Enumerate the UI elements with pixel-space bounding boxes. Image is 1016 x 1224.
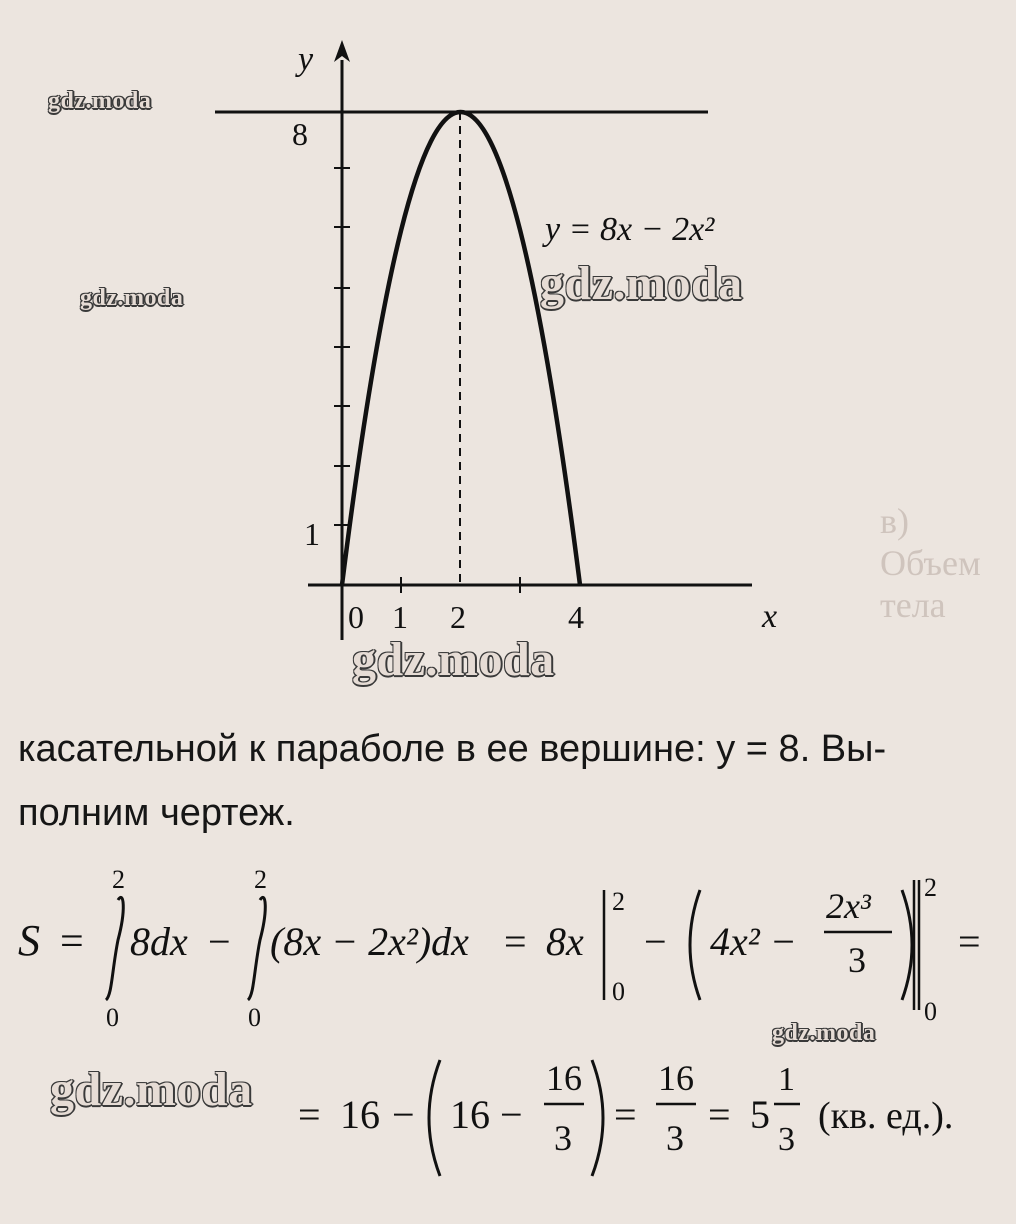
formula-eq-1: = xyxy=(60,919,84,965)
eval2-upper: 2 xyxy=(924,873,937,902)
curve-label: y = 8x − 2x² xyxy=(545,211,715,248)
formula-eq-3: = xyxy=(958,919,981,964)
line2-paren-right xyxy=(592,1060,603,1176)
formula-term1: 8dx xyxy=(130,919,188,964)
line2-value: 16 xyxy=(340,1092,380,1137)
text-line-1: касательной к параболе в ее вершине: y = 8. Вы- xyxy=(18,728,887,770)
watermark-top-left: gdz.moda xyxy=(48,88,152,114)
big-paren-left xyxy=(690,890,700,1000)
watermark-graph: gdz.moda xyxy=(540,257,743,310)
integral-2 xyxy=(248,897,265,1000)
text-line-2: полним чертеж. xyxy=(18,792,295,834)
watermark-bottom-left: gdz.moda xyxy=(50,1063,253,1116)
mixed-whole: 5 xyxy=(750,1092,770,1137)
eval1-upper: 2 xyxy=(612,887,625,916)
frac-denominator: 3 xyxy=(848,940,866,980)
line2-eq: = xyxy=(298,1092,321,1137)
formula-term2: (8x − 2x²)dx xyxy=(270,919,469,964)
line2-inner: 16 − xyxy=(450,1092,523,1137)
eval2-lower: 0 xyxy=(924,997,937,1026)
formula-minus-1: − xyxy=(208,919,231,964)
line2-eq-3: = xyxy=(708,1092,731,1137)
y-axis-label: y xyxy=(298,41,314,78)
line2-frac-num: 16 xyxy=(546,1058,582,1098)
line2-eq-2: = xyxy=(614,1092,637,1137)
background-bleed: в) Объем тела xyxy=(880,501,981,625)
units-label: (кв. ед.). xyxy=(818,1095,954,1137)
watermark-mid-left: gdz.moda xyxy=(80,285,184,311)
paren-content: 4x² − xyxy=(710,919,797,964)
integral-1 xyxy=(106,897,123,1000)
frac-numerator: 2x³ xyxy=(826,886,871,926)
mixed-num: 1 xyxy=(778,1061,795,1098)
x-axis-label: x xyxy=(762,598,778,635)
line2-paren-left xyxy=(429,1060,440,1176)
int2-lower: 0 xyxy=(248,1003,261,1032)
big-paren-right xyxy=(902,890,912,1000)
x-tick-label-0: 0 xyxy=(348,599,364,635)
result-den: 3 xyxy=(666,1118,684,1158)
y-tick-label-8: 8 xyxy=(292,116,308,152)
formula-minus-2: − xyxy=(644,919,667,964)
mixed-den: 3 xyxy=(778,1121,795,1158)
int1-upper: 2 xyxy=(112,865,125,894)
result-num: 16 xyxy=(658,1058,694,1098)
line2-frac-den: 3 xyxy=(554,1118,572,1158)
x-tick-label-1: 1 xyxy=(392,599,408,635)
int2-upper: 2 xyxy=(254,865,267,894)
line2-minus: − xyxy=(392,1092,415,1137)
watermark-under-axis: gdz.moda xyxy=(352,633,555,686)
y-axis-arrow xyxy=(334,40,350,62)
int1-lower: 0 xyxy=(106,1003,119,1032)
x-tick-label-4: 4 xyxy=(568,599,584,635)
formula-eq-2: = xyxy=(504,919,527,964)
y-tick-label-1: 1 xyxy=(304,516,320,552)
formula-s: S xyxy=(18,916,40,965)
x-tick-label-2: 2 xyxy=(450,599,466,635)
formula-eval1: 8x xyxy=(546,919,584,964)
watermark-formula-right: gdz.moda xyxy=(772,1020,876,1046)
eval1-lower: 0 xyxy=(612,977,625,1006)
